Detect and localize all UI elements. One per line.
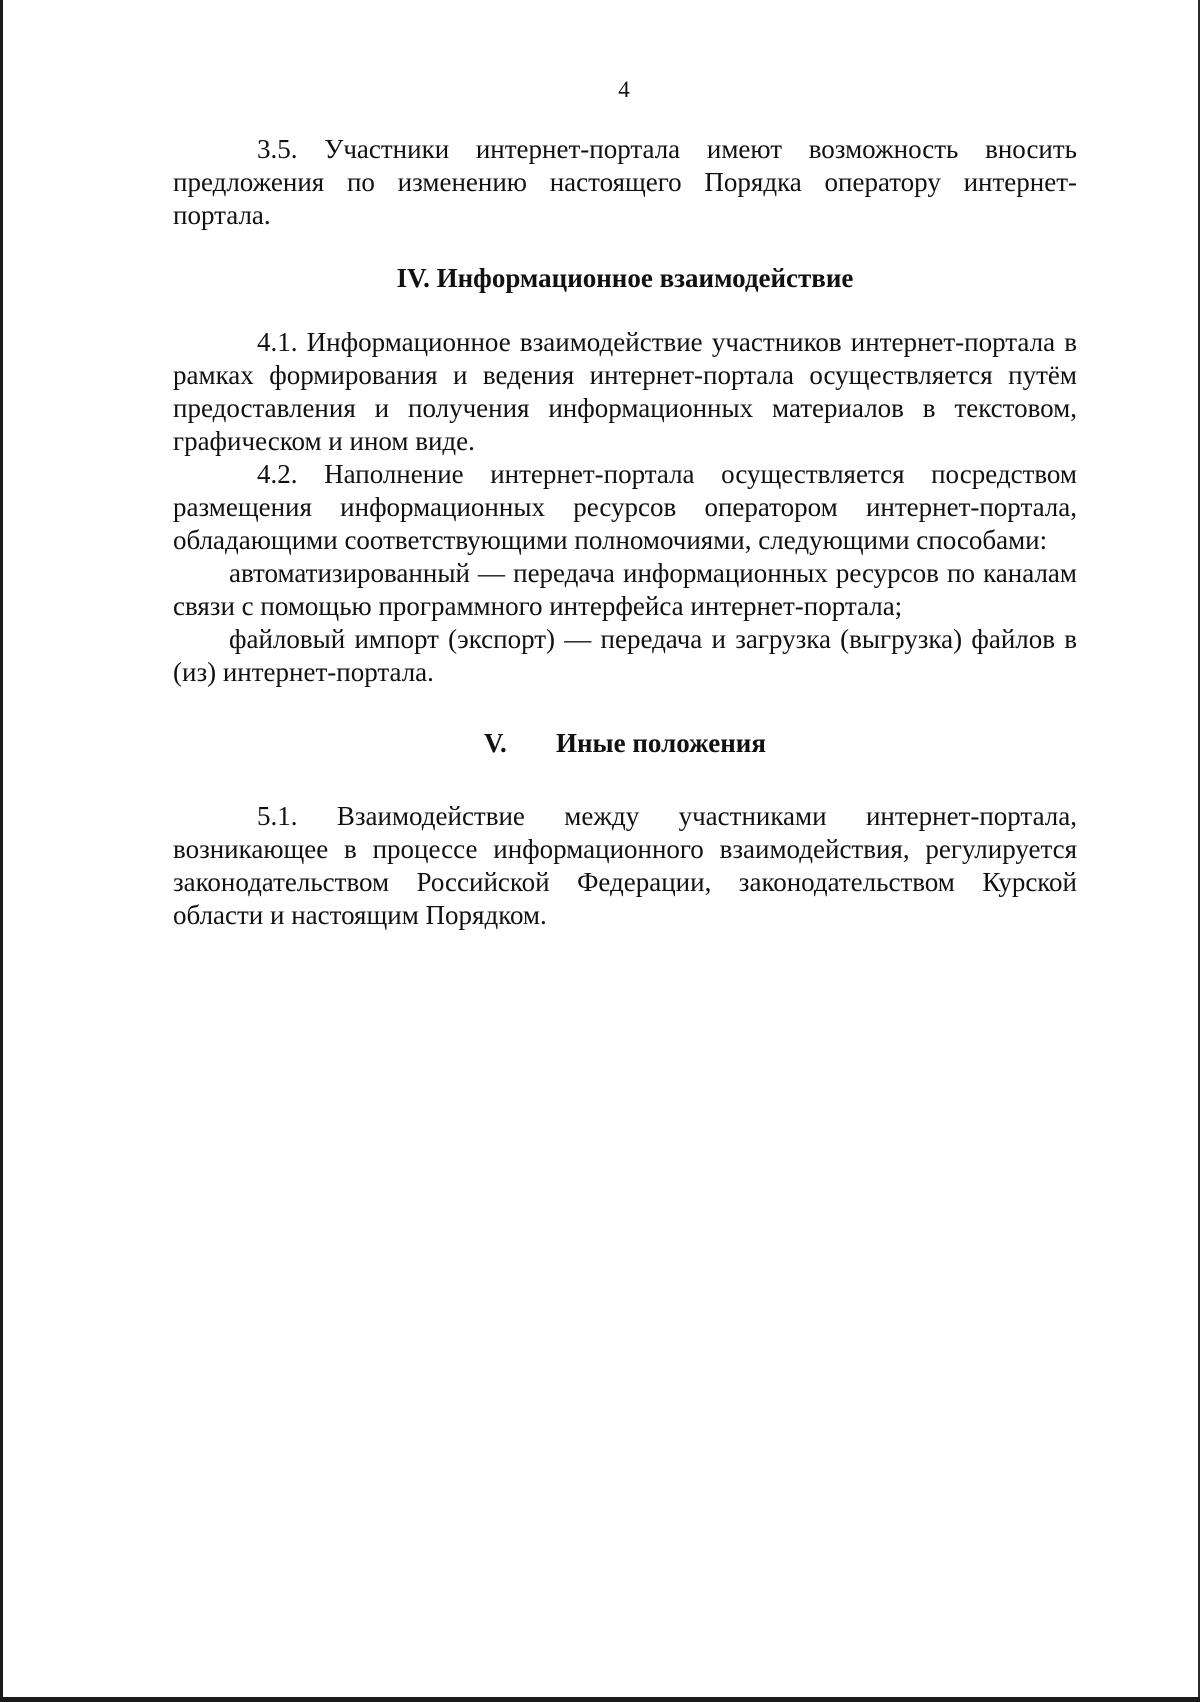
method-automated: автоматизированный — передача информационных ресурсов по каналам связи с помощью программного интерфейса интернет-портала;	[173, 558, 1077, 621]
section-4-heading: IV. Информационное взаимодействие	[396, 263, 854, 293]
paragraph-5-1: 5.1. Взаимодействие между участниками интернет-портала, возникающее в процессе информационного взаимодействия, регулируется законодательством Российской Федерации, законодательством Курской области и настоящим Порядком.	[173, 801, 1077, 930]
section-5-heading	[173, 727, 1077, 760]
page-number: 4	[618, 77, 630, 102]
paragraph-4-2: 4.2. Наполнение интернет-портала осуществляется посредством размещения информационных ресурсов оператором интернет-портала, обладающими соответствующими полномочиями, следующими способами:	[173, 459, 1077, 555]
paragraph-4-1: 4.1. Информационное взаимодействие участников интернет-портала в рамках формирования и ведения интернет-портала осуществляется путём предоставления и получения информационных материалов в текстовом, графическом и ином виде.	[173, 327, 1077, 456]
section-5-title: Иные положения	[556, 728, 766, 758]
document-body	[173, 133, 1077, 932]
scan-border-bottom	[0, 1697, 1200, 1702]
section-5-number: V.	[484, 728, 507, 758]
scan-border-left	[0, 0, 3, 1702]
paragraph-3-5: 3.5. Участники интернет-портала имеют возможность вносить предложения по изменению настоящего Порядка оператору интернет-портала.	[173, 134, 1077, 230]
method-file-import: файловый импорт (экспорт) — передача и загрузка (выгрузка) файлов в (из) интернет-портала.	[173, 624, 1077, 687]
